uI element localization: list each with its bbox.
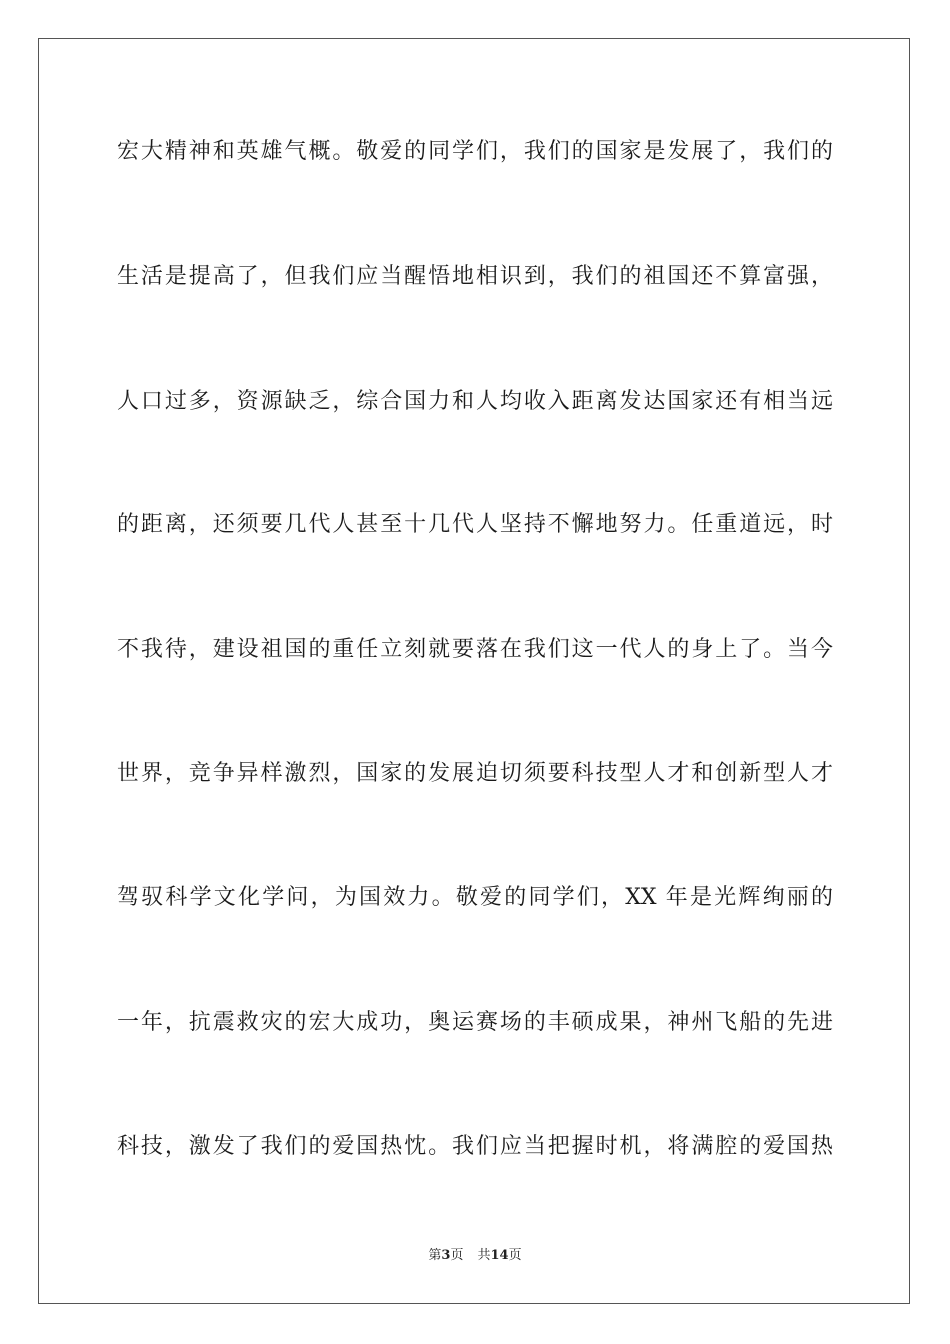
page-border xyxy=(38,38,910,1304)
text-line: 驾驭科学文化学问，为国效力。敬爱的同学们，XX 年是光辉绚丽的 xyxy=(117,885,833,910)
text-line: 的距离，还须要几代人甚至十几代人坚持不懈地努力。任重道远，时 xyxy=(117,512,833,537)
page-total: 共14页 xyxy=(477,1248,522,1263)
text-line: 生活是提高了，但我们应当醒悟地相识到，我们的祖国还不算富强， xyxy=(117,264,833,289)
text-line: 一年，抗震救灾的宏大成功，奥运赛场的丰硕成果，神州飞船的先进 xyxy=(117,1010,833,1035)
page-number: 第3页 xyxy=(428,1248,464,1263)
text-line: 世界，竞争异样激烈，国家的发展迫切须要科技型人才和创新型人才 xyxy=(117,761,833,786)
page-footer xyxy=(0,1247,950,1265)
text-line: 宏大精神和英雄气概。敬爱的同学们，我们的国家是发展了，我们的 xyxy=(117,139,833,164)
text-line: 科技，激发了我们的爱国热忱。我们应当把握时机，将满腔的爱国热 xyxy=(117,1134,833,1159)
text-line: 不我待，建设祖国的重任立刻就要落在我们这一代人的身上了。当今 xyxy=(117,637,833,662)
text-line: 人口过多，资源缺乏，综合国力和人均收入距离发达国家还有相当远 xyxy=(117,389,833,414)
